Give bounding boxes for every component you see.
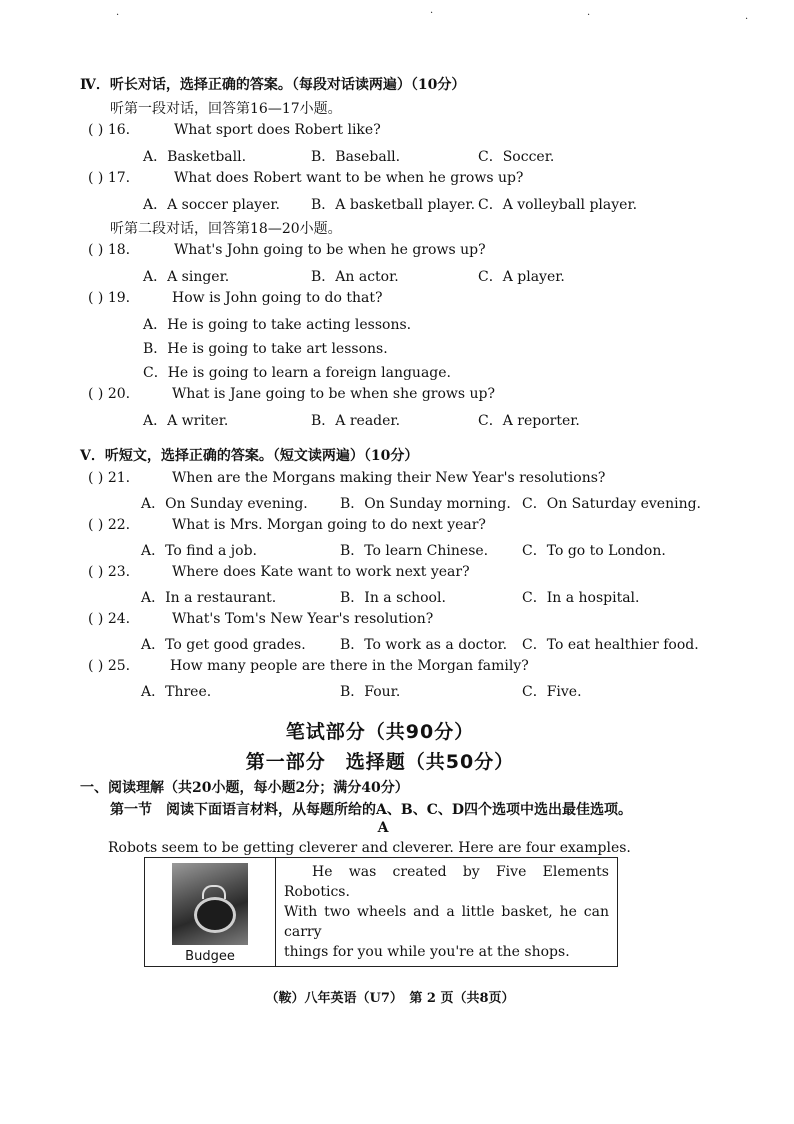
q20-bracket: ( ) 20.	[88, 386, 131, 402]
written-part-title: 笔试部分（共90分）	[285, 721, 475, 743]
q17-option-b: B．A basketball player.	[311, 197, 476, 213]
scan-mark: ·	[587, 10, 591, 21]
robot-description-cell	[276, 858, 618, 967]
q17-option-a: A．A soccer player.	[143, 197, 280, 213]
q16-question: What sport does Robert like?	[174, 122, 381, 138]
q22-question: What is Mrs. Morgan going to do next year?	[172, 517, 486, 533]
q18-bracket: ( ) 18.	[88, 242, 131, 258]
q25-option-a: A．Three.	[141, 684, 212, 700]
q25-option-b: B．Four.	[340, 684, 401, 700]
q25-bracket: ( ) 25.	[88, 658, 131, 674]
q16-bracket: ( ) 16.	[88, 122, 131, 138]
q17-option-c: C．A volleyball player.	[478, 197, 638, 213]
q22-option-b: B．To learn Chinese.	[340, 543, 489, 559]
q19-option-c: C．He is going to learn a foreign language.	[143, 365, 451, 381]
q19-question: How is John going to do that?	[172, 290, 383, 306]
q19-bracket: ( ) 19.	[88, 290, 131, 306]
q20-option-c: C．A reporter.	[478, 413, 580, 429]
q25-question: How many people are there in the Morgan family?	[170, 658, 529, 674]
robot-table	[144, 857, 618, 967]
q20-option-b: B．A reader.	[311, 413, 401, 429]
part-1-title: 第一部分 选择题（共50分）	[245, 751, 515, 773]
q21-bracket: ( ) 21.	[88, 470, 131, 486]
reading-instruction: 第一节 阅读下面语言材料，从每题所给的A、B、C、D四个选项中选出最佳选项。	[110, 802, 632, 818]
scan-mark: ·	[116, 10, 120, 21]
q23-bracket: ( ) 23.	[88, 564, 131, 580]
reading-heading: 一、阅读理解（共20小题，每小题2分；满分40分）	[80, 780, 409, 796]
q22-option-a: A．To find a job.	[141, 543, 257, 559]
robot-description	[284, 862, 609, 962]
q24-option-b: B．To work as a doctor.	[340, 637, 508, 653]
q24-option-c: C．To eat healthier food.	[522, 637, 699, 653]
q21-option-b: B．On Sunday morning.	[340, 496, 511, 512]
dialogue-1-instruction: 听第一段对话，回答第16—17小题。	[110, 101, 342, 117]
q18-question: What's John going to be when he grows up?	[174, 242, 486, 258]
q20-question: What is Jane going to be when she grows up?	[172, 386, 496, 402]
q23-option-b: B．In a school.	[340, 590, 446, 606]
q23-question: Where does Kate want to work next year?	[172, 564, 470, 580]
robot-wheel-shape	[194, 897, 236, 933]
q21-question: When are the Morgans making their New Year's resolutions?	[172, 470, 606, 486]
q22-option-c: C．To go to London.	[522, 543, 666, 559]
robot-desc-line-2: With two wheels and a little basket, he can carry	[284, 904, 609, 940]
q23-option-c: C．In a hospital.	[522, 590, 640, 606]
passage-intro: Robots seem to be getting cleverer and cleverer. Here are four examples.	[108, 840, 631, 856]
q24-bracket: ( ) 24.	[88, 611, 131, 627]
robot-name: Budgee	[185, 948, 235, 964]
q16-option-a: A．Basketball.	[143, 149, 247, 165]
page-footer: （鞍）八年英语（U7） 第 2 页（共8页）	[265, 991, 515, 1006]
robot-photo	[172, 863, 248, 945]
scan-mark: ·	[745, 14, 749, 25]
robot-image-cell	[145, 858, 276, 967]
q18-option-c: C．A player.	[478, 269, 565, 285]
robot-desc-line-3: things for you while you're at the shops.	[284, 944, 570, 960]
q24-option-a: A．To get good grades.	[141, 637, 306, 653]
q17-bracket: ( ) 17.	[88, 170, 131, 186]
q17-question: What does Robert want to be when he grows up?	[174, 170, 524, 186]
q21-option-a: A．On Sunday evening.	[141, 496, 308, 512]
q18-option-b: B．An actor.	[311, 269, 399, 285]
scan-mark: ·	[430, 8, 434, 19]
q16-option-c: C．Soccer.	[478, 149, 555, 165]
q18-option-a: A．A singer.	[143, 269, 230, 285]
passage-label: A	[377, 820, 389, 836]
section-5-heading: Ⅴ．听短文，选择正确的答案。（短文读两遍）（10分）	[80, 448, 419, 464]
q23-option-a: A．In a restaurant.	[141, 590, 277, 606]
q20-option-a: A．A writer.	[143, 413, 229, 429]
q19-option-a: A．He is going to take acting lessons.	[143, 317, 412, 333]
q21-option-c: C．On Saturday evening.	[522, 496, 701, 512]
q22-bracket: ( ) 22.	[88, 517, 131, 533]
section-4-heading: Ⅳ．听长对话，选择正确的答案。（每段对话读两遍）（10分）	[80, 77, 466, 93]
q16-option-b: B．Baseball.	[311, 149, 401, 165]
q19-option-b: B．He is going to take art lessons.	[143, 341, 388, 357]
q24-question: What's Tom's New Year's resolution?	[172, 611, 434, 627]
dialogue-2-instruction: 听第二段对话，回答第18—20小题。	[110, 221, 342, 237]
q25-option-c: C．Five.	[522, 684, 582, 700]
robot-desc-line-1: He was created by Five Elements Robotics.	[284, 864, 609, 900]
